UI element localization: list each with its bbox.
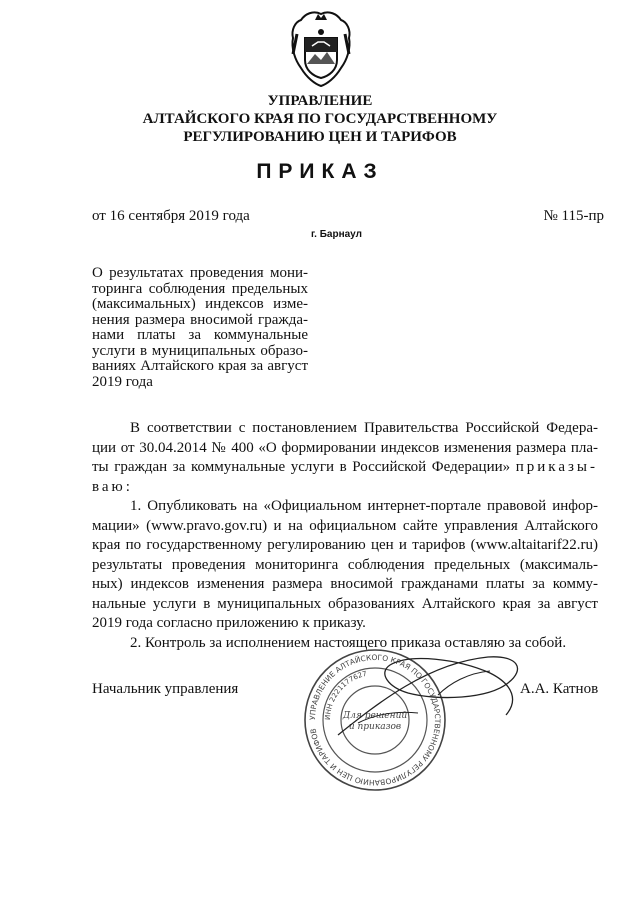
spaced-order-word-end: ваю: xyxy=(92,478,133,495)
body-line: 1. Опубликовать на «Официальном интернет-портале правовой инфор- xyxy=(130,498,598,514)
spaced-order-word: приказы- xyxy=(515,459,598,475)
agency-name xyxy=(0,92,640,146)
handwritten-signature-icon xyxy=(318,643,548,763)
body-line: 2019 года согласно приложению к приказу. xyxy=(92,615,366,631)
agency-name-line-3: РЕГУЛИРОВАНИЮ ЦЕН И ТАРИФОВ xyxy=(183,129,457,145)
body-line: результаты проведения мониторинга соблюдения предельных (максималь- xyxy=(92,556,598,573)
body-line: мации» (www.pravo.gov.ru) и на официальном сайте управления Алтайского xyxy=(92,517,598,534)
coat-of-arms-emblem-icon xyxy=(285,8,357,88)
stamp-center-line-2: и приказов xyxy=(348,722,402,732)
stamp-center-line-1: Для решений xyxy=(342,711,408,721)
document-number: № 115-пр xyxy=(543,208,604,224)
subject-line: услуги в муниципальных образо- xyxy=(92,342,308,359)
body-line: края по государственному регулированию цен и тарифов (www.altaitarif22.ru) xyxy=(92,537,598,553)
body-line: ции от 30.04.2014 № 400 «О формировании индексов изменения размера пла- xyxy=(92,439,598,456)
body-line: ных) индексов изменения размера вносимой гражданами платы за комму- xyxy=(92,576,598,592)
body-line: нальные услуги в муниципальных образованиях Алтайского края за август xyxy=(92,595,598,612)
signatory-position: Начальник управления xyxy=(92,681,239,697)
document-date: от 16 сентября 2019 года xyxy=(92,208,250,224)
subject-line: О результатах проведения мони- xyxy=(92,265,308,281)
body-line: В соответствии с постановлением Правительства Российской Федера- xyxy=(130,420,598,436)
subject-line: торинга соблюдения предельных xyxy=(92,280,308,297)
stamp-ring-text: УПРАВЛЕНИЕ АЛТАЙСКОГО КРАЯ ПО ГОСУДАРСТВЕННОМУ РЕГУЛИРОВАНИЮ ЦЕН И ТАРИФОВ xyxy=(307,652,443,788)
document-type-title: ПРИКАЗ xyxy=(256,160,384,183)
subject-line: нения размера вносимой гражда- xyxy=(92,311,308,328)
subject-line: (максимальных) индексов изме- xyxy=(92,296,308,312)
subject-line: нами платы за коммунальные xyxy=(92,327,308,343)
document-subject xyxy=(92,266,308,390)
subject-line: ваниях Алтайского края за август xyxy=(92,358,308,374)
body-line xyxy=(92,458,598,478)
body-line: 2. Контроль за исполнением настоящего приказа оставляю за собой. xyxy=(130,634,567,651)
agency-name-line-2: АЛТАЙСКОГО КРАЯ ПО ГОСУДАРСТВЕННОМУ xyxy=(142,111,498,127)
subject-line: 2019 года xyxy=(92,373,153,390)
document-city: г. Барнаул xyxy=(311,229,362,240)
agency-name-line-1: УПРАВЛЕНИЕ xyxy=(267,93,373,109)
signatory-name: А.А. Катнов xyxy=(520,681,599,697)
body-line-text: ты граждан за коммунальные услуги в Российской Федерации» xyxy=(92,459,511,475)
stamp-inn-text: ИНН 2221177627 xyxy=(323,669,368,721)
document-body xyxy=(92,419,598,653)
